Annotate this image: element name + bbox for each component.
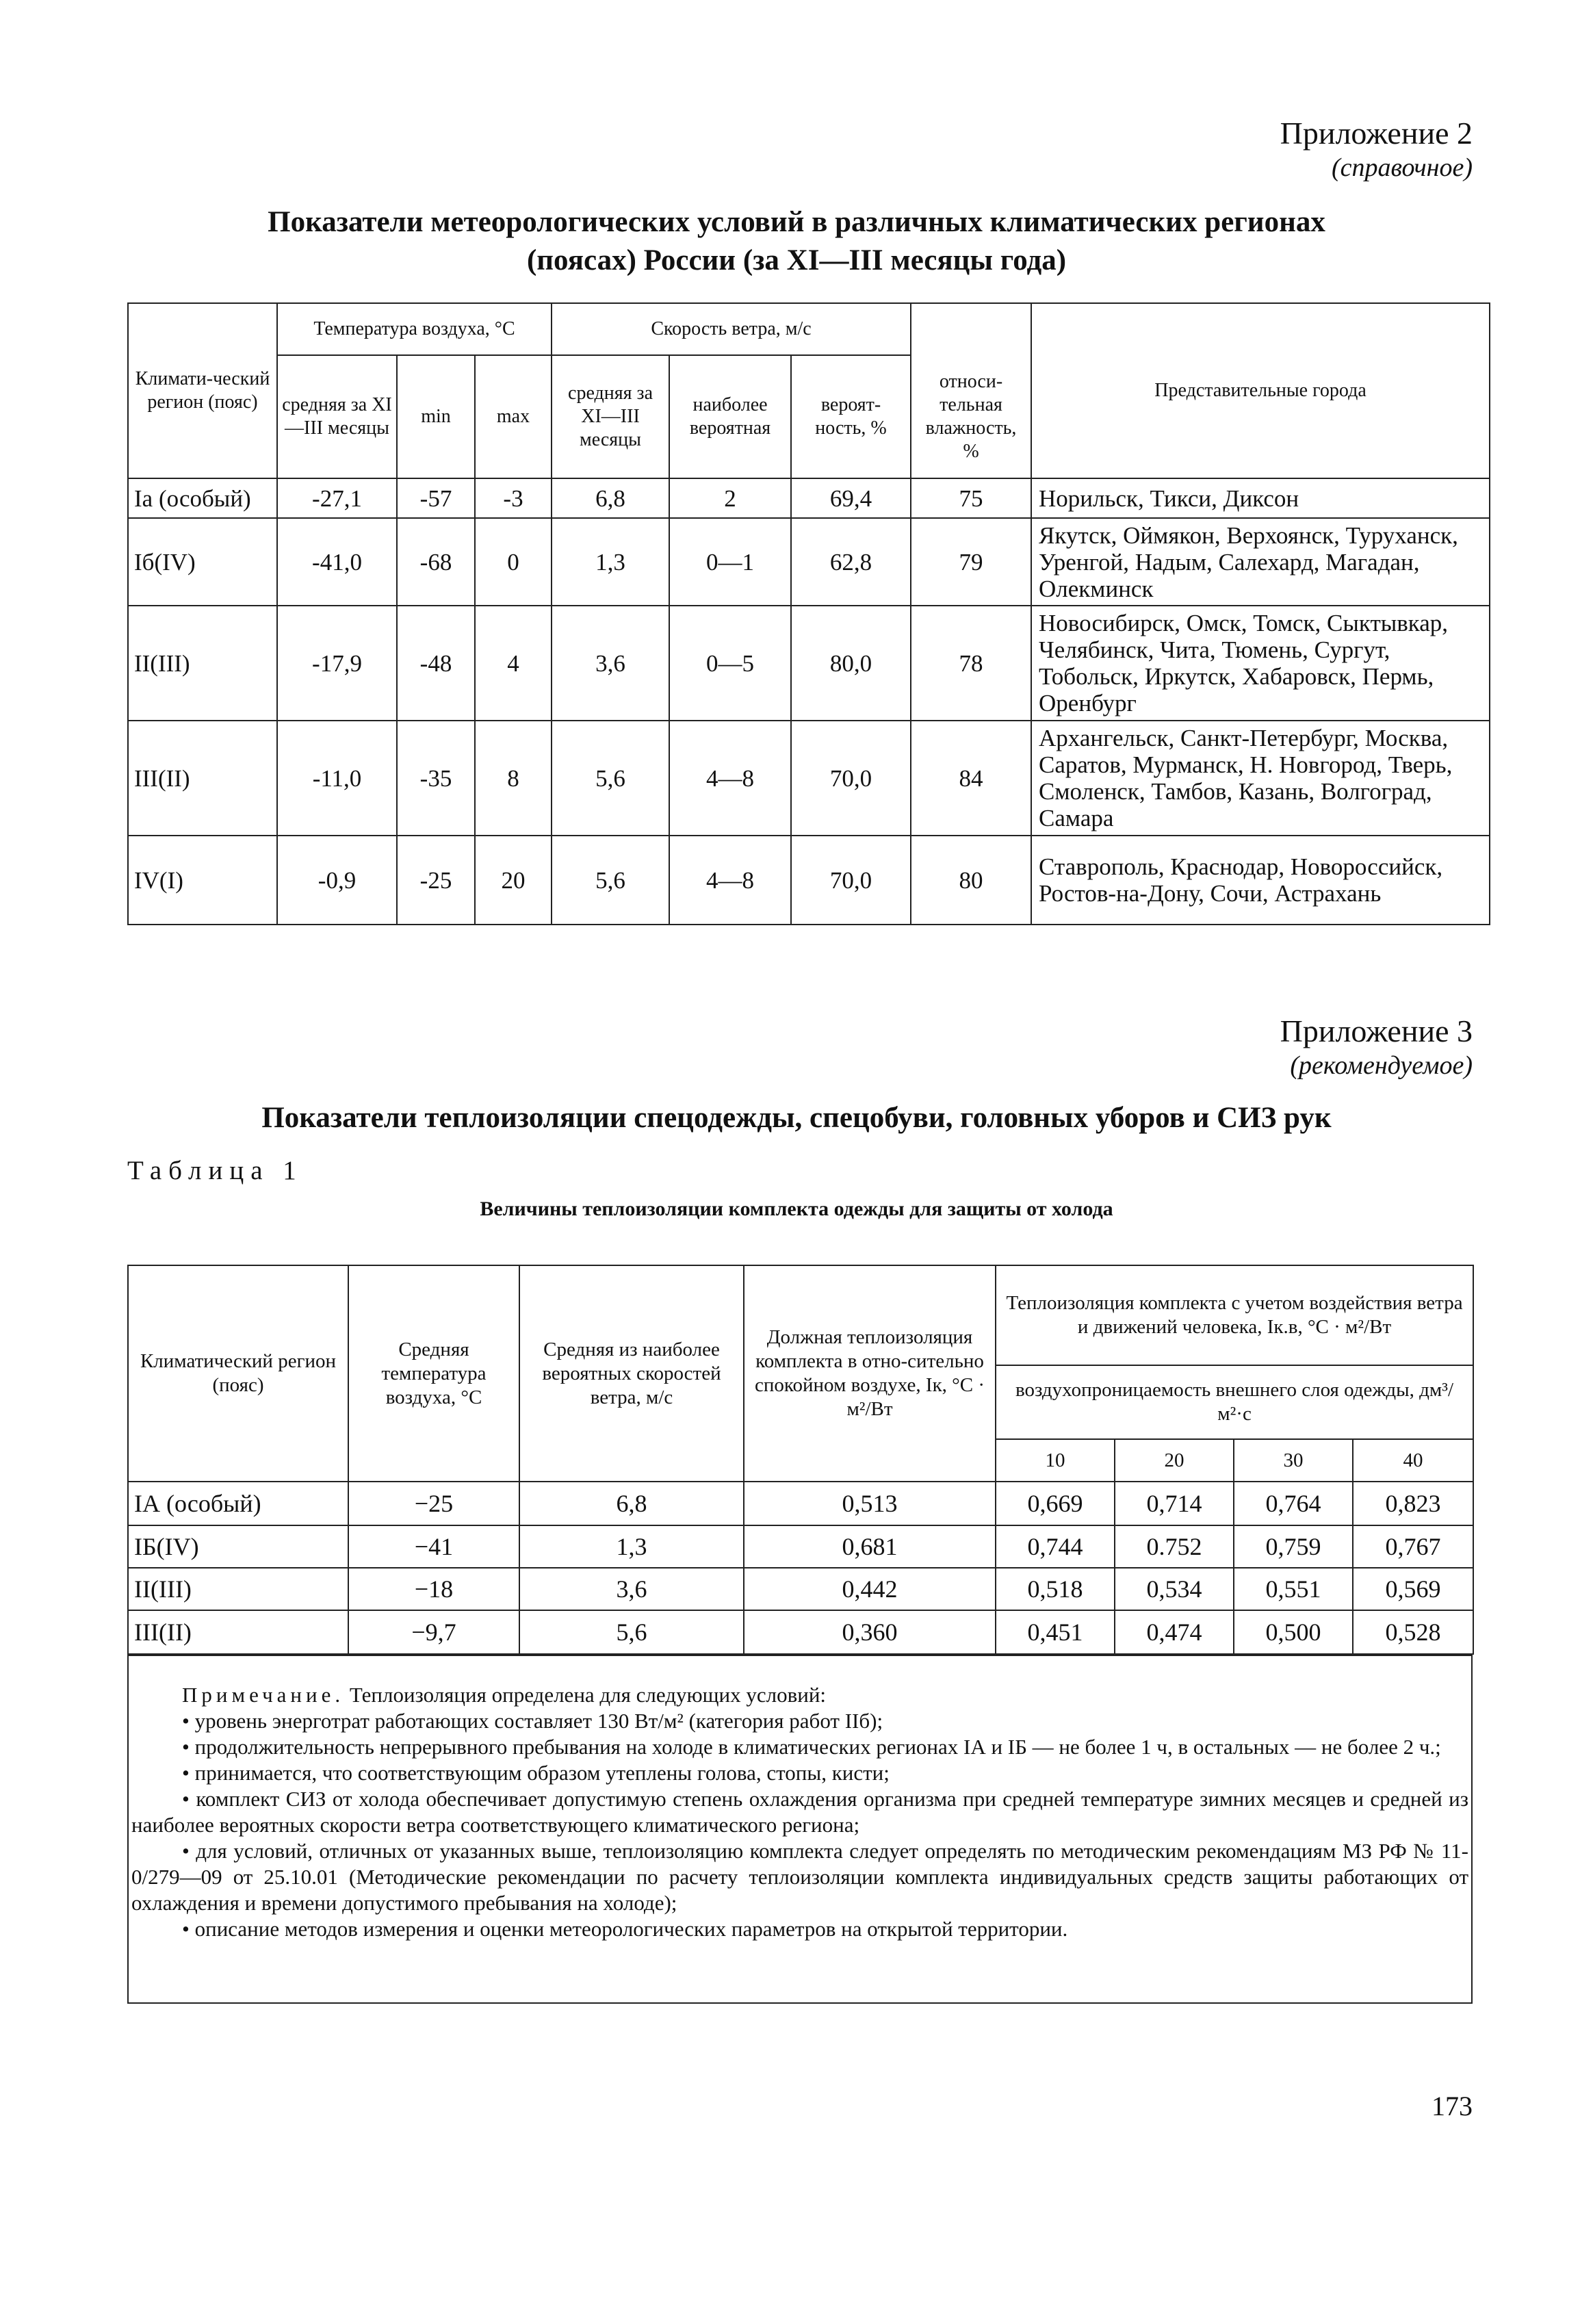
region-cell: Iа (особый)	[128, 478, 277, 518]
appendix-2-title	[0, 203, 1593, 280]
header-humidity: относи-тельная влажность, %	[911, 355, 1031, 478]
table-row	[128, 518, 1490, 606]
ik-cell: 0,360	[744, 1610, 996, 1654]
wind-prob-cell: 69,4	[791, 478, 911, 518]
cities-cell: Норильск, Тикси, Диксон	[1031, 478, 1490, 518]
region-cell: IV(I)	[128, 836, 277, 925]
region-cell: IА (особый)	[128, 1482, 348, 1525]
temp-max-cell: 8	[475, 721, 552, 836]
header-perm-10: 10	[996, 1439, 1115, 1482]
humidity-cell: 79	[911, 518, 1031, 606]
ikv-20-cell: 0,474	[1115, 1610, 1234, 1654]
ikv-40-cell: 0,569	[1353, 1568, 1473, 1610]
header-perm-20: 20	[1115, 1439, 1234, 1482]
ikv-10-cell: 0,744	[996, 1525, 1115, 1568]
header-region: Климати-ческий регион (пояс)	[128, 303, 277, 478]
appendix-2-title-line-2: (поясах) России (за XI—III месяцы года)	[526, 244, 1067, 276]
temp-avg-cell: -11,0	[277, 721, 397, 836]
temp-cell: −25	[348, 1482, 519, 1525]
ik-cell: 0,681	[744, 1525, 996, 1568]
page-number: 173	[1432, 2091, 1473, 2121]
header-insulation-wind: Теплоизоляция комплекта с учетом воздействия ветра и движений человека, Iк.в, °С · м²/Вт	[996, 1265, 1473, 1365]
temp-avg-cell: -0,9	[277, 836, 397, 925]
temp-avg-cell: -41,0	[277, 518, 397, 606]
wind-likely-cell: 4—8	[669, 721, 791, 836]
appendix-2-name: Приложение 2	[1280, 116, 1473, 151]
note-intro: Теплоизоляция определена для следующих условий:	[349, 1683, 827, 1707]
appendix-2-kind: (справочное)	[1331, 153, 1473, 182]
header-insulation: Должная теплоизоляция комплекта в отно-сительно спокойном воздухе, Iк, °С · м²/Вт	[744, 1265, 996, 1482]
appendix-2-title-line-1: Показатели метеорологических условий в различных климатических регионах	[268, 206, 1325, 238]
region-cell: IБ(IV)	[128, 1525, 348, 1568]
temp-cell: −18	[348, 1568, 519, 1610]
header-temp-group: Температура воздуха, °С	[277, 303, 552, 355]
wind-cell: 1,3	[519, 1525, 744, 1568]
temp-avg-cell: -27,1	[277, 478, 397, 518]
humidity-cell: 75	[911, 478, 1031, 518]
humidity-cell: 78	[911, 606, 1031, 721]
insulation-table	[127, 1265, 1474, 1655]
region-cell: Iб(IV)	[128, 518, 277, 606]
cities-cell: Якутск, Оймякон, Верхоянск, Туруханск, Уренгой, Надым, Салехард, Магадан, Олекминск	[1031, 518, 1490, 606]
wind-avg-cell: 1,3	[552, 518, 669, 606]
table-row	[128, 1610, 1473, 1654]
ikv-10-cell: 0,451	[996, 1610, 1115, 1654]
header-wind-likely: наиболее вероятная	[669, 355, 791, 478]
temp-min-cell: -35	[397, 721, 475, 836]
note-item: • комплект СИЗ от холода обеспечивает допустимую степень охлаждения организма при средней температуре зимних месяцев и средней из наиболее вероятных скорости ветра соответствующего климатического региона;	[131, 1787, 1468, 1837]
note-item: • для условий, отличных от указанных выше, теплоизоляцию комплекта следует определять по методическим рекомендациям МЗ РФ № 11-0/279—09 от 25.10.01 (Методические рекомендации по расчету теплоизоляции комплекта индивидуальных средств защиты работающих от охлаждения и времени допустимого пребывания на холоде);	[131, 1839, 1468, 1915]
ikv-40-cell: 0,767	[1353, 1525, 1473, 1568]
header-humidity-top	[911, 303, 1031, 355]
header-wind-group: Скорость ветра, м/с	[552, 303, 911, 355]
ikv-30-cell: 0,764	[1234, 1482, 1353, 1525]
ikv-10-cell: 0,518	[996, 1568, 1115, 1610]
ikv-40-cell: 0,528	[1353, 1610, 1473, 1654]
table-row	[128, 1568, 1473, 1610]
cities-cell: Новосибирск, Омск, Томск, Сыктывкар, Челябинск, Чита, Тюмень, Сургут, Тобольск, Иркутск, Хабаровск, Пермь, Оренбург	[1031, 606, 1490, 721]
wind-likely-cell: 2	[669, 478, 791, 518]
appendix-2-header	[1280, 115, 1473, 183]
temp-max-cell: 4	[475, 606, 552, 721]
note-item: • принимается, что соответствующим образом утеплены голова, стопы, кисти;	[182, 1761, 890, 1785]
meteo-header-row-1	[128, 303, 1490, 355]
table-note	[127, 1655, 1473, 2004]
wind-prob-cell: 70,0	[791, 836, 911, 925]
header-temp-avg: средняя за XI—III месяцы	[277, 355, 397, 478]
region-cell: II(III)	[128, 606, 277, 721]
table-title: Величины теплоизоляции комплекта одежды для защиты от холода	[480, 1198, 1113, 1220]
humidity-cell: 84	[911, 721, 1031, 836]
cities-cell: Ставрополь, Краснодар, Новороссийск, Ростов-на-Дону, Сочи, Астрахань	[1031, 836, 1490, 925]
note-item: • описание методов измерения и оценки метеорологических параметров на открытой территории.	[182, 1917, 1068, 1941]
region-cell: II(III)	[128, 1568, 348, 1610]
table-row	[128, 606, 1490, 721]
temp-min-cell: -57	[397, 478, 475, 518]
header-temp-max: max	[475, 355, 552, 478]
temp-max-cell: 0	[475, 518, 552, 606]
header-wind-avg: средняя за XI—III месяцы	[552, 355, 669, 478]
wind-likely-cell: 4—8	[669, 836, 791, 925]
temp-avg-cell: -17,9	[277, 606, 397, 721]
table-row	[128, 721, 1490, 836]
wind-likely-cell: 0—1	[669, 518, 791, 606]
wind-avg-cell: 3,6	[552, 606, 669, 721]
note-item: • продолжительность непрерывного пребывания на холоде в климатических регионах IА и IБ — не более 1 ч, в остальных — не более 2 ч.;	[182, 1735, 1441, 1759]
ikv-30-cell: 0,551	[1234, 1568, 1353, 1610]
wind-prob-cell: 70,0	[791, 721, 911, 836]
wind-cell: 5,6	[519, 1610, 744, 1654]
wind-likely-cell: 0—5	[669, 606, 791, 721]
temp-min-cell: -68	[397, 518, 475, 606]
ikv-20-cell: 0,714	[1115, 1482, 1234, 1525]
temp-min-cell: -25	[397, 836, 475, 925]
wind-avg-cell: 5,6	[552, 721, 669, 836]
cities-cell: Архангельск, Санкт-Петербург, Москва, Саратов, Мурманск, Н. Новгород, Тверь, Смоленск, Тамбов, Казань, Волгоград, Самара	[1031, 721, 1490, 836]
appendix-3-header	[1280, 1013, 1473, 1081]
ikv-40-cell: 0,823	[1353, 1482, 1473, 1525]
wind-avg-cell: 6,8	[552, 478, 669, 518]
header-perm-40: 40	[1353, 1439, 1473, 1482]
table-row	[128, 1525, 1473, 1568]
ikv-30-cell: 0,759	[1234, 1525, 1353, 1568]
table-row	[128, 478, 1490, 518]
ikv-10-cell: 0,669	[996, 1482, 1115, 1525]
header-perm-30: 30	[1234, 1439, 1353, 1482]
header-permeability: воздухопроницаемость внешнего слоя одежды, дм³/м²·с	[996, 1365, 1473, 1439]
region-cell: III(II)	[128, 1610, 348, 1654]
table-row	[128, 1482, 1473, 1525]
appendix-3-kind: (рекомендуемое)	[1290, 1051, 1473, 1080]
temp-cell: −41	[348, 1525, 519, 1568]
note-label: Примечание.	[182, 1683, 345, 1707]
ik-cell: 0,513	[744, 1482, 996, 1525]
humidity-cell: 80	[911, 836, 1031, 925]
header-cities: Представительные города	[1031, 303, 1490, 478]
temp-cell: −9,7	[348, 1610, 519, 1654]
ik-cell: 0,442	[744, 1568, 996, 1610]
note-item: • уровень энерготрат работающих составляет 130 Вт/м² (категория работ IIб);	[182, 1709, 883, 1733]
ikv-20-cell: 0.752	[1115, 1525, 1234, 1568]
header-wind: Средняя из наиболее вероятных скоростей ветра, м/с	[519, 1265, 744, 1482]
insulation-header-row-1	[128, 1265, 1473, 1365]
note-intro-paragraph	[131, 1682, 1468, 1708]
appendix-3-title-line: Показатели теплоизоляции спецодежды, спецобуви, головных уборов и СИЗ рук	[261, 1102, 1332, 1134]
temp-min-cell: -48	[397, 606, 475, 721]
meteo-table	[127, 302, 1490, 925]
header-temp-min: min	[397, 355, 475, 478]
temp-max-cell: 20	[475, 836, 552, 925]
wind-cell: 3,6	[519, 1568, 744, 1610]
ikv-30-cell: 0,500	[1234, 1610, 1353, 1654]
appendix-3-name: Приложение 3	[1280, 1013, 1473, 1048]
header-wind-prob: вероят-ность, %	[791, 355, 911, 478]
temp-max-cell: -3	[475, 478, 552, 518]
wind-cell: 6,8	[519, 1482, 744, 1525]
wind-prob-cell: 80,0	[791, 606, 911, 721]
header-region: Климатический регион (пояс)	[128, 1265, 348, 1482]
wind-prob-cell: 62,8	[791, 518, 911, 606]
ikv-20-cell: 0,534	[1115, 1568, 1234, 1610]
header-avg-temp: Средняя температура воздуха, °С	[348, 1265, 519, 1482]
region-cell: III(II)	[128, 721, 277, 836]
table-label: Таблица 1	[127, 1156, 303, 1185]
wind-avg-cell: 5,6	[552, 836, 669, 925]
table-row	[128, 836, 1490, 925]
appendix-3-title	[0, 1099, 1593, 1137]
